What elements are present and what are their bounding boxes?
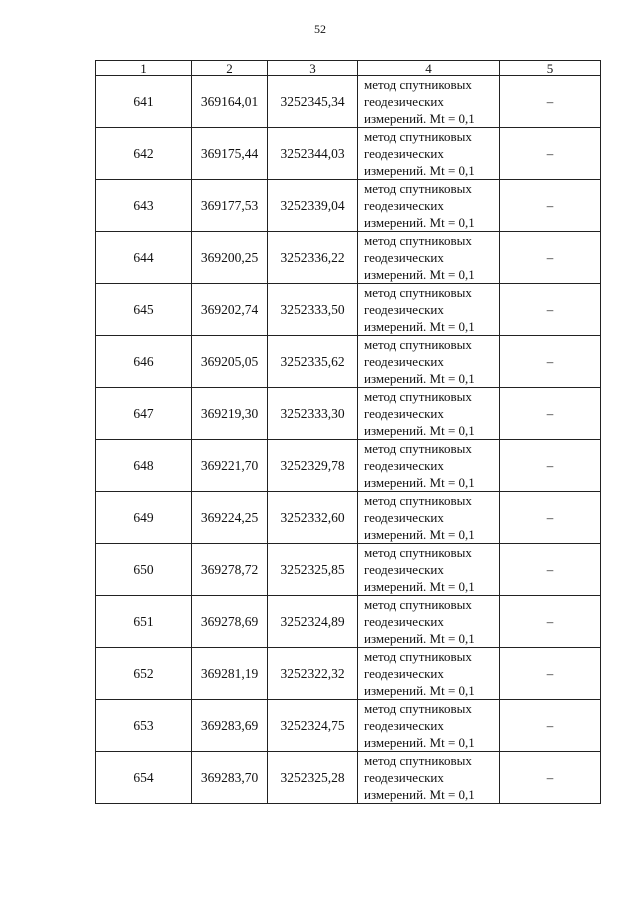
table-row — [96, 388, 601, 440]
method-line: метод спутниковых — [364, 233, 472, 248]
method-line: геодезических — [364, 406, 444, 421]
table-row — [96, 440, 601, 492]
method-line: измерений. Mt = 0,1 — [364, 371, 475, 386]
method-line: геодезических — [364, 510, 444, 525]
table-row — [96, 492, 601, 544]
y-coordinate-cell: 3252335,62 — [268, 336, 358, 388]
method-line: метод спутниковых — [364, 129, 472, 144]
method-line: измерений. Mt = 0,1 — [364, 319, 475, 334]
point-number-cell: 648 — [96, 440, 192, 492]
x-coordinate-cell: 369283,70 — [192, 752, 268, 804]
method-cell — [358, 388, 500, 440]
method-cell — [358, 544, 500, 596]
method-line: метод спутниковых — [364, 77, 472, 92]
point-number-cell: 643 — [96, 180, 192, 232]
method-line: измерений. Mt = 0,1 — [364, 475, 475, 490]
x-coordinate-cell: 369224,25 — [192, 492, 268, 544]
point-number-cell: 652 — [96, 648, 192, 700]
table-row — [96, 544, 601, 596]
note-cell: – — [500, 336, 601, 388]
header-row — [96, 61, 601, 76]
y-coordinate-cell: 3252329,78 — [268, 440, 358, 492]
y-coordinate-cell: 3252325,28 — [268, 752, 358, 804]
method-cell — [358, 648, 500, 700]
note-cell: – — [500, 544, 601, 596]
x-coordinate-cell: 369175,44 — [192, 128, 268, 180]
method-line: геодезических — [364, 250, 444, 265]
y-coordinate-cell: 3252325,85 — [268, 544, 358, 596]
table-row — [96, 232, 601, 284]
point-number-cell: 654 — [96, 752, 192, 804]
y-coordinate-cell: 3252339,04 — [268, 180, 358, 232]
column-header-3: 3 — [268, 61, 358, 76]
y-coordinate-cell: 3252333,30 — [268, 388, 358, 440]
point-number-cell: 646 — [96, 336, 192, 388]
method-line: геодезических — [364, 198, 444, 213]
point-number-cell: 641 — [96, 76, 192, 128]
table-row — [96, 284, 601, 336]
method-line: геодезических — [364, 562, 444, 577]
method-line: геодезических — [364, 354, 444, 369]
method-line: геодезических — [364, 302, 444, 317]
point-number-cell: 644 — [96, 232, 192, 284]
method-line: измерений. Mt = 0,1 — [364, 215, 475, 230]
method-line: метод спутниковых — [364, 337, 472, 352]
note-cell: – — [500, 284, 601, 336]
method-line: геодезических — [364, 146, 444, 161]
note-cell: – — [500, 596, 601, 648]
column-header-4: 4 — [358, 61, 500, 76]
x-coordinate-cell: 369164,01 — [192, 76, 268, 128]
point-number-cell: 651 — [96, 596, 192, 648]
coordinates-table — [95, 60, 601, 804]
x-coordinate-cell: 369281,19 — [192, 648, 268, 700]
note-cell: – — [500, 128, 601, 180]
note-cell: – — [500, 492, 601, 544]
method-cell — [358, 700, 500, 752]
table-row — [96, 700, 601, 752]
point-number-cell: 649 — [96, 492, 192, 544]
column-header-5: 5 — [500, 61, 601, 76]
method-cell — [358, 752, 500, 804]
point-number-cell: 653 — [96, 700, 192, 752]
method-line: геодезических — [364, 94, 444, 109]
method-line: метод спутниковых — [364, 181, 472, 196]
method-line: метод спутниковых — [364, 493, 472, 508]
table-row — [96, 76, 601, 128]
method-line: геодезических — [364, 666, 444, 681]
method-line: метод спутниковых — [364, 545, 472, 560]
point-number-cell: 650 — [96, 544, 192, 596]
point-number-cell: 642 — [96, 128, 192, 180]
table-row — [96, 648, 601, 700]
method-line: метод спутниковых — [364, 701, 472, 716]
x-coordinate-cell: 369205,05 — [192, 336, 268, 388]
method-line: измерений. Mt = 0,1 — [364, 787, 475, 802]
method-line: измерений. Mt = 0,1 — [364, 527, 475, 542]
method-line: геодезических — [364, 770, 444, 785]
note-cell: – — [500, 752, 601, 804]
x-coordinate-cell: 369278,72 — [192, 544, 268, 596]
method-line: измерений. Mt = 0,1 — [364, 111, 475, 126]
y-coordinate-cell: 3252344,03 — [268, 128, 358, 180]
point-number-cell: 647 — [96, 388, 192, 440]
point-number-cell: 645 — [96, 284, 192, 336]
method-line: метод спутниковых — [364, 753, 472, 768]
method-line: измерений. Mt = 0,1 — [364, 735, 475, 750]
y-coordinate-cell: 3252333,50 — [268, 284, 358, 336]
x-coordinate-cell: 369278,69 — [192, 596, 268, 648]
method-line: измерений. Mt = 0,1 — [364, 423, 475, 438]
y-coordinate-cell: 3252336,22 — [268, 232, 358, 284]
method-line: метод спутниковых — [364, 649, 472, 664]
note-cell: – — [500, 440, 601, 492]
x-coordinate-cell: 369200,25 — [192, 232, 268, 284]
method-cell — [358, 596, 500, 648]
note-cell: – — [500, 648, 601, 700]
method-line: геодезических — [364, 458, 444, 473]
y-coordinate-cell: 3252332,60 — [268, 492, 358, 544]
note-cell: – — [500, 388, 601, 440]
method-line: измерений. Mt = 0,1 — [364, 163, 475, 178]
x-coordinate-cell: 369202,74 — [192, 284, 268, 336]
x-coordinate-cell: 369283,69 — [192, 700, 268, 752]
y-coordinate-cell: 3252322,32 — [268, 648, 358, 700]
column-header-2: 2 — [192, 61, 268, 76]
method-cell — [358, 492, 500, 544]
method-line: измерений. Mt = 0,1 — [364, 579, 475, 594]
x-coordinate-cell: 369177,53 — [192, 180, 268, 232]
method-line: геодезических — [364, 614, 444, 629]
table-row — [96, 336, 601, 388]
method-cell — [358, 232, 500, 284]
table-row — [96, 128, 601, 180]
method-line: метод спутниковых — [364, 285, 472, 300]
method-line: метод спутниковых — [364, 441, 472, 456]
method-cell — [358, 440, 500, 492]
x-coordinate-cell: 369219,30 — [192, 388, 268, 440]
y-coordinate-cell: 3252324,75 — [268, 700, 358, 752]
method-cell — [358, 128, 500, 180]
table-row — [96, 180, 601, 232]
column-header-1: 1 — [96, 61, 192, 76]
method-line: метод спутниковых — [364, 389, 472, 404]
note-cell: – — [500, 180, 601, 232]
table-row — [96, 752, 601, 804]
method-line: измерений. Mt = 0,1 — [364, 683, 475, 698]
method-cell — [358, 336, 500, 388]
table-row — [96, 596, 601, 648]
y-coordinate-cell: 3252345,34 — [268, 76, 358, 128]
method-line: измерений. Mt = 0,1 — [364, 267, 475, 282]
method-line: геодезических — [364, 718, 444, 733]
method-line: измерений. Mt = 0,1 — [364, 631, 475, 646]
method-line: метод спутниковых — [364, 597, 472, 612]
note-cell: – — [500, 76, 601, 128]
method-cell — [358, 180, 500, 232]
method-cell — [358, 284, 500, 336]
method-cell — [358, 76, 500, 128]
note-cell: – — [500, 232, 601, 284]
x-coordinate-cell: 369221,70 — [192, 440, 268, 492]
note-cell: – — [500, 700, 601, 752]
page-number: 52 — [314, 22, 326, 36]
y-coordinate-cell: 3252324,89 — [268, 596, 358, 648]
